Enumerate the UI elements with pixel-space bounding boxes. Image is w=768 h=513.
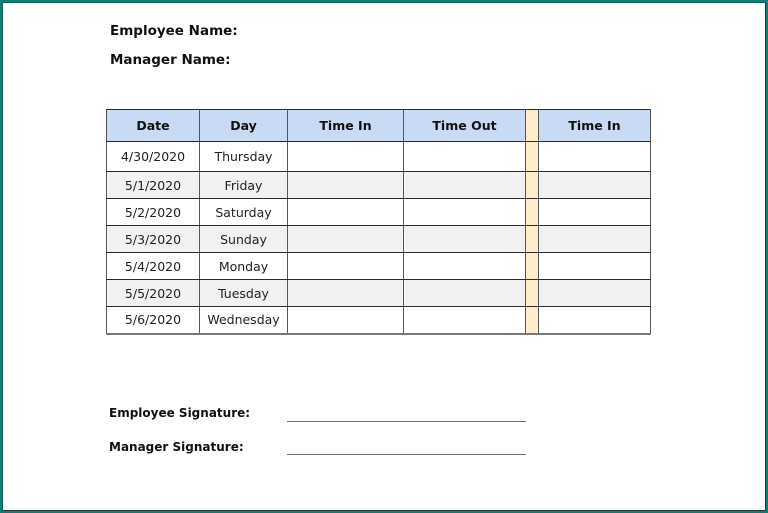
column-header-day: Day xyxy=(200,110,288,142)
day-cell: Tuesday xyxy=(200,280,288,307)
break-spacer-cell xyxy=(526,280,539,307)
time-in-cell[interactable] xyxy=(288,172,404,199)
table-row xyxy=(107,253,651,280)
time-in-cell[interactable] xyxy=(288,280,404,307)
date-cell: 4/30/2020 xyxy=(107,142,200,172)
date-cell: 5/1/2020 xyxy=(107,172,200,199)
column-header-time-out: Time Out xyxy=(404,110,526,142)
manager-name-label: Manager Name: xyxy=(110,52,231,68)
time-in-cell[interactable] xyxy=(288,226,404,253)
manager-signature-line[interactable] xyxy=(287,454,526,455)
time-in-cell[interactable] xyxy=(288,307,404,334)
employee-name-label: Employee Name: xyxy=(110,23,238,39)
time-in-2-cell[interactable] xyxy=(539,226,651,253)
table-row xyxy=(107,280,651,307)
day-cell: Monday xyxy=(200,253,288,280)
date-cell: 5/2/2020 xyxy=(107,199,200,226)
time-in-cell[interactable] xyxy=(288,253,404,280)
day-cell: Wednesday xyxy=(200,307,288,334)
break-spacer-cell xyxy=(526,142,539,172)
time-in-2-cell[interactable] xyxy=(539,253,651,280)
column-header-date: Date xyxy=(107,110,200,142)
time-in-2-cell[interactable] xyxy=(539,307,651,334)
time-in-cell[interactable] xyxy=(288,142,404,172)
time-in-2-cell[interactable] xyxy=(539,142,651,172)
employee-signature-label: Employee Signature: xyxy=(109,406,251,420)
break-spacer-cell xyxy=(526,172,539,199)
table-row xyxy=(107,307,651,334)
time-in-cell[interactable] xyxy=(288,199,404,226)
day-cell: Saturday xyxy=(200,199,288,226)
time-out-cell[interactable] xyxy=(404,172,526,199)
date-cell: 5/4/2020 xyxy=(107,253,200,280)
table-row xyxy=(107,142,651,172)
time-out-cell[interactable] xyxy=(404,226,526,253)
time-in-2-cell[interactable] xyxy=(539,280,651,307)
column-header-break-spacer xyxy=(526,110,539,142)
table-header-row xyxy=(107,110,651,142)
column-header-time-in-2: Time In xyxy=(539,110,651,142)
date-cell: 5/6/2020 xyxy=(107,307,200,334)
time-out-cell[interactable] xyxy=(404,307,526,334)
table-row xyxy=(107,199,651,226)
break-spacer-cell xyxy=(526,199,539,226)
day-cell: Sunday xyxy=(200,226,288,253)
date-cell: 5/5/2020 xyxy=(107,280,200,307)
column-header-time-in: Time In xyxy=(288,110,404,142)
break-spacer-cell xyxy=(526,253,539,280)
time-out-cell[interactable] xyxy=(404,253,526,280)
day-cell: Friday xyxy=(200,172,288,199)
employee-signature-line[interactable] xyxy=(287,421,526,422)
time-out-cell[interactable] xyxy=(404,142,526,172)
day-cell: Thursday xyxy=(200,142,288,172)
time-in-2-cell[interactable] xyxy=(539,199,651,226)
timesheet-table xyxy=(106,109,651,335)
time-out-cell[interactable] xyxy=(404,280,526,307)
break-spacer-cell xyxy=(526,226,539,253)
manager-signature-label: Manager Signature: xyxy=(109,440,244,454)
date-cell: 5/3/2020 xyxy=(107,226,200,253)
break-spacer-cell xyxy=(526,307,539,334)
table-row xyxy=(107,226,651,253)
time-in-2-cell[interactable] xyxy=(539,172,651,199)
table-row xyxy=(107,172,651,199)
time-out-cell[interactable] xyxy=(404,199,526,226)
